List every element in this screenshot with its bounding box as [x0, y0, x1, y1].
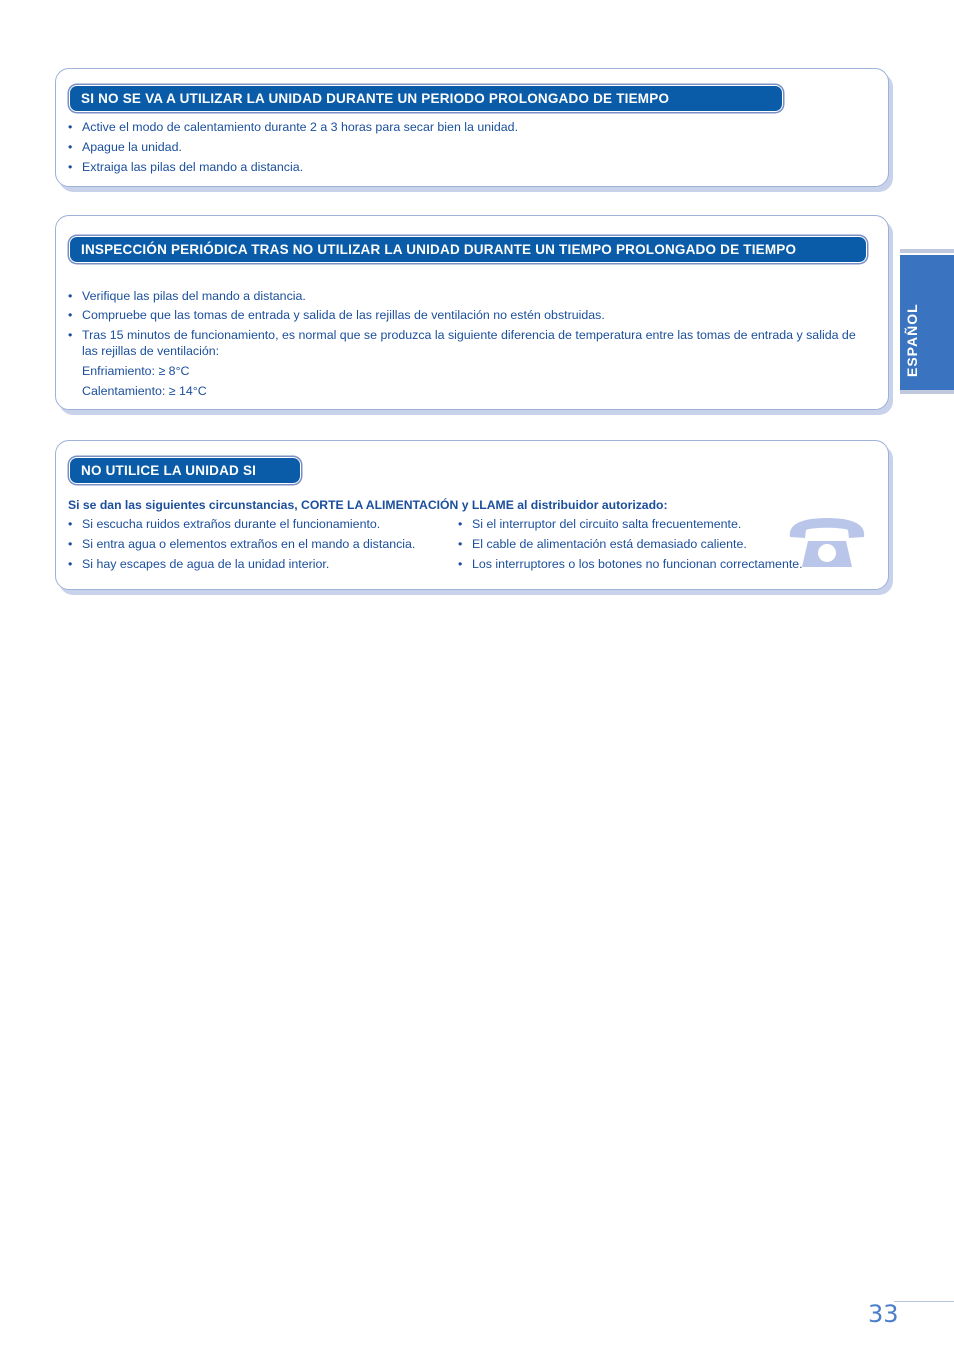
- storage-panel: [55, 68, 889, 187]
- storage-list: [68, 119, 868, 175]
- list-item: • Si escucha ruidos extraños durante el funcionamiento.: [68, 516, 448, 532]
- list-item: • Compruebe que las tomas de entrada y salida de las rejillas de ventilación no estén obstruidas.: [68, 307, 868, 323]
- list-item: • Los interruptores o los botones no funcionan correctamente.: [458, 556, 878, 572]
- list-item: • Si hay escapes de agua de la unidad interior.: [68, 556, 448, 572]
- left-conditions-list: [68, 516, 448, 572]
- list-item: • Apague la unidad.: [68, 139, 868, 155]
- list-item: • Extraiga las pilas del mando a distancia.: [68, 159, 868, 175]
- right-conditions-list: [458, 516, 878, 572]
- inspection-list: [68, 288, 868, 359]
- inspection-panel: [55, 215, 889, 410]
- language-label: ESPAÑOL: [904, 303, 920, 377]
- do-not-use-panel: [55, 440, 889, 590]
- list-item: • Si el interruptor del circuito salta frecuentemente.: [458, 516, 878, 532]
- page-number-rule: [894, 1301, 954, 1302]
- section-title: SI NO SE VA A UTILIZAR LA UNIDAD DURANTE UN PERIODO PROLONGADO DE TIEMPO: [70, 86, 782, 111]
- list-item: • Tras 15 minutos de funcionamiento, es normal que se produzca la siguiente diferencia de temperatura entre las tomas de entrada y salida de las rejillas de ventilación:: [68, 327, 868, 359]
- list-item: • El cable de alimentación está demasiado caliente.: [458, 536, 878, 552]
- list-item: • Active el modo de calentamiento durante 2 a 3 horas para secar bien la unidad.: [68, 119, 868, 135]
- page-number: 33: [868, 1300, 899, 1328]
- language-tab: [900, 253, 954, 390]
- list-item: • Si entra agua o elementos extraños en el mando a distancia.: [68, 536, 448, 552]
- section-title: NO UTILICE LA UNIDAD SI: [70, 458, 300, 483]
- warning-intro: Si se dan las siguientes circunstancias, CORTE LA ALIMENTACIÓN y LLAME al distribuidor autorizado:: [68, 498, 668, 512]
- heating-value: Calentamiento: ≥ 14°C: [82, 384, 207, 398]
- cooling-value: Enfriamiento: ≥ 8°C: [82, 364, 190, 378]
- section-title: INSPECCIÓN PERIÓDICA TRAS NO UTILIZAR LA UNIDAD DURANTE UN TIEMPO PROLONGADO DE TIEMPO: [70, 237, 866, 262]
- list-item: • Verifique las pilas del mando a distancia.: [68, 288, 868, 304]
